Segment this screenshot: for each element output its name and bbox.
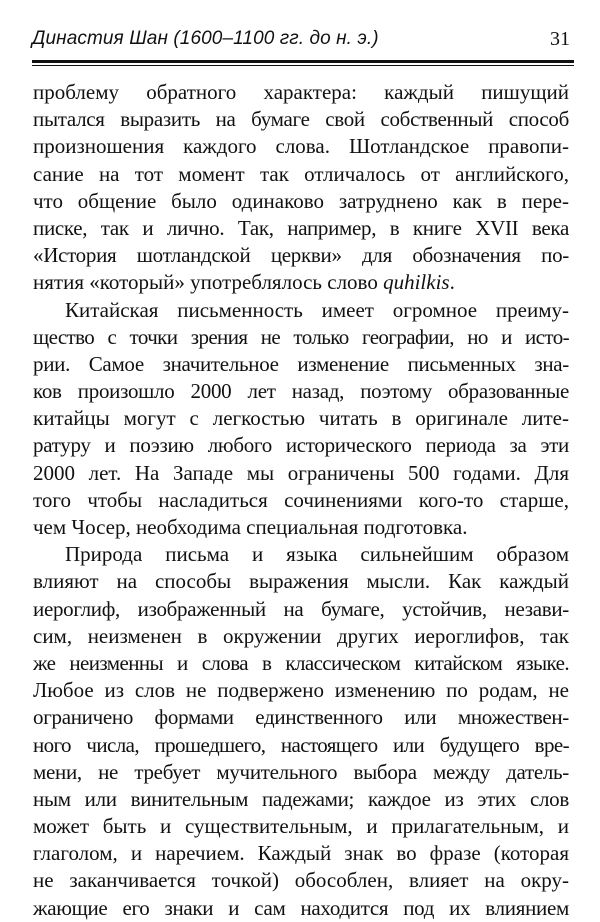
text-line: ограничено формами единственного или множествен-: [33, 705, 569, 730]
text-line: может быть и существительным, и прилагательным, и: [33, 814, 569, 839]
text-line: что общение было одинаково затруднено как в пере-: [33, 188, 569, 213]
text-line: писке, так и лично. Так, например, в книге XVII века: [33, 215, 569, 240]
paragraph-2: [33, 297, 569, 542]
text-line: проблему обратного характера: каждый пишущий: [33, 80, 569, 104]
text-line: ным или винительным падежами; каждое из этих слов: [33, 786, 569, 811]
text-line: сание на тот момент так отличалось от английского,: [33, 161, 569, 186]
text-line: глаголом, и наречием. Каждый знак во фразе (которая: [33, 841, 569, 866]
text-line: щество с точки зрения не только географии, но и исто-: [33, 324, 569, 349]
header-rule-thick: [32, 60, 574, 63]
text-line: иероглиф, изображенный на бумаге, устойчив, незави-: [33, 596, 569, 621]
text-fragment: нятия «который» употреблялось слово: [33, 270, 384, 295]
text-line: Любое из слов не подвержено изменению по родам, не: [33, 678, 569, 703]
text-line: влияют на способы выражения мысли. Как каждый: [33, 569, 569, 594]
text-line: не заканчивается точкой) обособлен, влияет на окру-: [33, 868, 569, 893]
text-line: жающие его знаки и сам находится под их влиянием: [33, 895, 569, 920]
running-title: Династия Шан (1600–1100 гг. до н. э.): [32, 28, 379, 49]
text-line: китайцы могут с легкостью читать в оригинале лите-: [33, 406, 569, 431]
text-line: 2000 лет. На Западе мы ограничены 500 годами. Для: [33, 460, 569, 485]
text-line: чем Чосер, необходима специальная подготовка.: [33, 515, 468, 539]
text-fragment: .: [449, 270, 455, 295]
text-line: же неизменны и слова в классическом китайском языке.: [33, 650, 569, 675]
text-line-last: [33, 269, 569, 296]
text-line: Китайская письменность имеет огромное преиму-: [65, 297, 569, 322]
paragraph-3: [33, 541, 569, 922]
header-rule-thin: [32, 65, 574, 66]
body-text: [33, 79, 569, 922]
text-line: произношения каждого слова. Шотландское правопи-: [33, 134, 569, 159]
paragraph-1: [33, 79, 569, 297]
text-line: ного числа, прошедшего, настоящего или будущего вре-: [33, 732, 569, 757]
text-line: «История шотландской церкви» для обозначения по-: [33, 243, 569, 268]
text-line: рии. Самое значительное изменение письменных зна-: [33, 351, 569, 376]
page-number: 31: [550, 28, 570, 50]
text-line: ков произошло 2000 лет назад, поэтому образованные: [33, 379, 569, 404]
text-line: мени, не требует мучительного выбора между датель-: [33, 759, 569, 784]
text-line: ратуру и поэзию любого исторического периода за эти: [33, 433, 569, 458]
running-head: [32, 26, 572, 56]
text-line: того чтобы насладиться сочинениями кого-то старше,: [33, 487, 569, 512]
text-line: Природа письма и языка сильнейшим образом: [65, 542, 569, 567]
text-line: пытался выразить на бумаге свой собственный способ: [33, 107, 569, 132]
text-line: сим, неизменен в окружении других иероглифов, так: [33, 623, 569, 648]
italic-word: quhilkis: [383, 270, 450, 295]
